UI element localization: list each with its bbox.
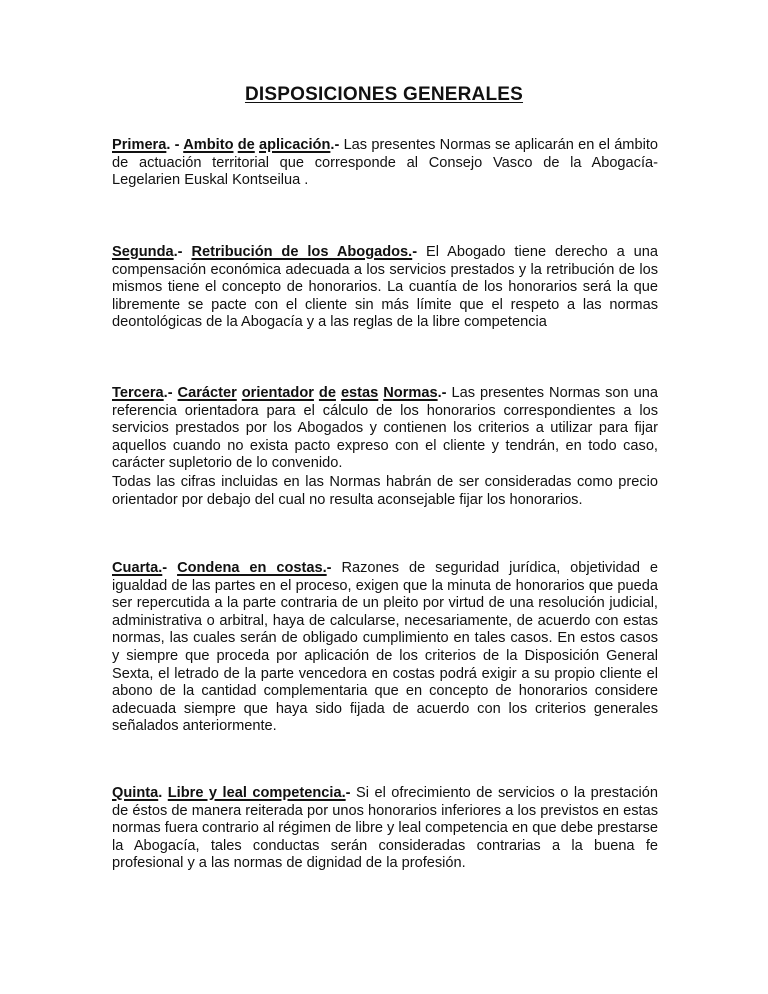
- section-body: Las presentes Normas son una referencia orientadora para el cálculo de los honorarios correspondientes a los servicios prestados por los Abogados y contienen los criterios a utilizar para fijar aquellos cuando no exista pacto expreso con el cliente y tendrán, en todo caso, carácter supletorio de lo convenido.: [112, 385, 658, 472]
- section-heading: Cuarta.- Condena en costas.-: [112, 560, 342, 576]
- section-tercera-extra-paragraph: Todas las cifras incluidas en las Normas habrán de ser consideradas como precio orientador por debajo del cual no resulta aconsejable fijar los honorarios.: [112, 474, 658, 508]
- section-label: Quinta: [112, 785, 159, 801]
- section-body: Si el ofrecimiento de servicios o la prestación de éstos de manera reiterada por unos honorarios inferiores a los previstos en estas normas fuera contrario al régimen de libre y leal competencia en que debe prestarse la Abogacía, tales conductas serán consideradas contrarias a la buena fe profesional y a las normas de dignidad de la profesión.: [112, 785, 659, 872]
- section-label: Tercera: [112, 385, 164, 401]
- section-heading: Tercera.- Carácter orientador de estas Normas.-: [112, 385, 452, 401]
- section-body: Las presentes Normas se aplicarán en el ámbito de actuación territorial que corresponde al Consejo Vasco de la Abogacía-Legelarien Euskal Kontseilua .: [112, 137, 658, 189]
- section-heading: Quinta. Libre y leal competencia.-: [112, 785, 356, 801]
- section-label: Segunda: [112, 244, 174, 260]
- section-segunda: [112, 244, 658, 332]
- section-label: Cuarta.: [112, 560, 163, 576]
- section-label: Primera: [112, 137, 167, 153]
- section-quinta: [112, 785, 658, 873]
- section-cuarta: [112, 560, 658, 736]
- section-tercera: [112, 385, 658, 473]
- section-heading: Primera. - Ambito de aplicación.-: [112, 137, 344, 153]
- section-body: Razones de seguridad jurídica, objetividad e igualdad de las partes en el proceso, exigen que la minuta de honorarios que pueda ser repercutida a la parte contraria de un pleito por virtud de una resolución judicial, administrativa o arbitral, haya de calcularse, necesariamente, de acuerdo con estas normas, las cuales serán de obligado cumplimiento en tales casos. En estos casos y siempre que proceda por aplicación de los criterios de la Disposición General Sexta, el letrado de la parte vencedora en costas podrá exigir a su propio cliente el abono de la cantidad complementaria que en concepto de honorarios considere adecuada siempre que haya sido fijada de acuerdo con los criterios generales señalados anteriormente.: [112, 560, 658, 735]
- section-primera: [112, 137, 658, 190]
- section-heading: Segunda.- Retribución de los Abogados.-: [112, 244, 427, 260]
- document-title: DISPOSICIONES GENERALES: [244, 84, 524, 105]
- section-body: El Abogado tiene derecho a una compensación económica adecuada a los servicios prestados y la retribución de los mismos tiene el concepto de honorarios. La cuantía de los honorarios será la que libremente se pacte con el cliente sin más límite que el respeto a las normas deontológicas de la Abogacía y a las reglas de la libre competencia: [112, 244, 658, 331]
